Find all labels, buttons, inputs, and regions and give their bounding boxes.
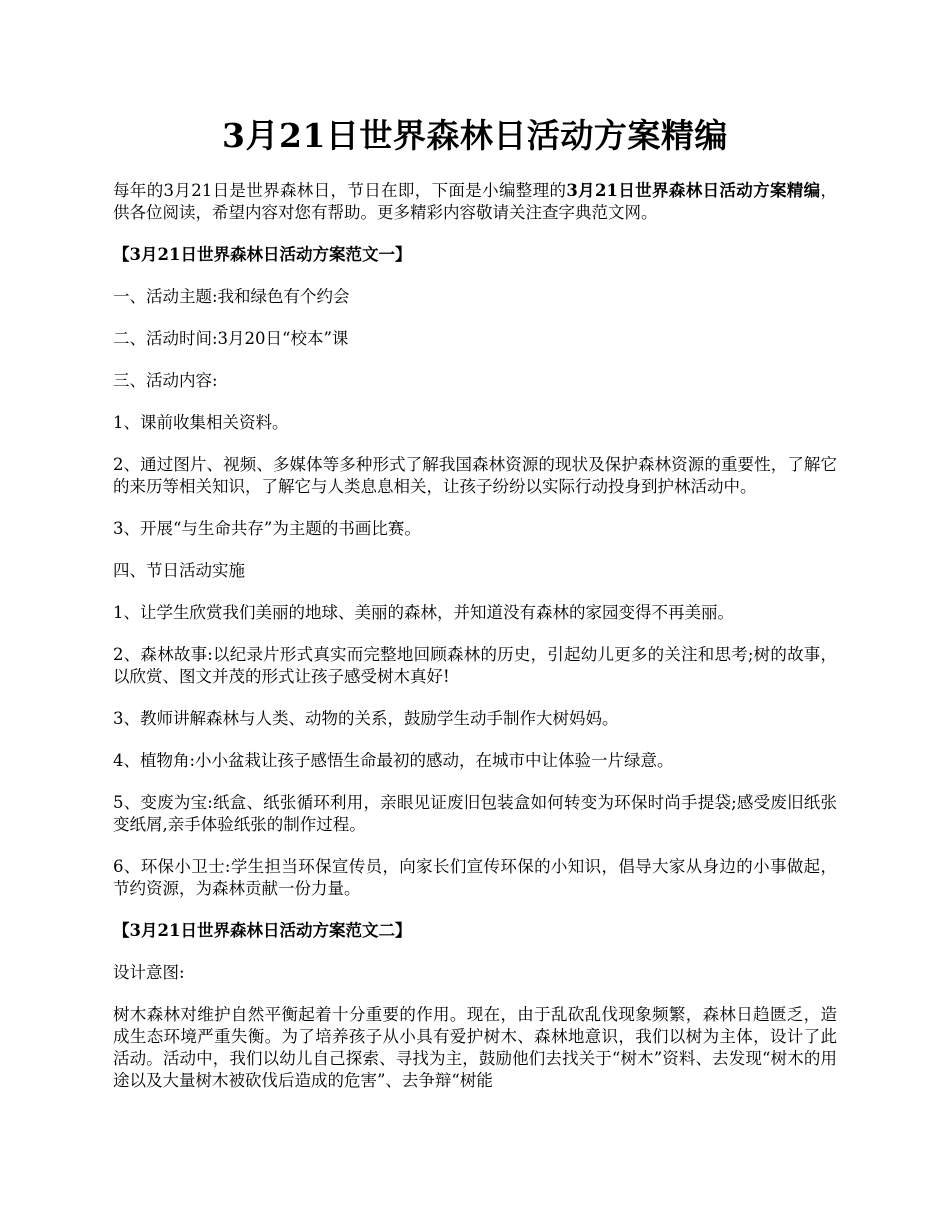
paragraph: 1、让学生欣赏我们美丽的地球、美丽的森林，并知道没有森林的家园变得不再美丽。 — [113, 603, 734, 622]
paragraph: 3、教师讲解森林与人类、动物的关系，鼓励学生动手制作大树妈妈。 — [113, 709, 619, 728]
section-heading-1: 【3月21日世界森林日活动方案范文一】 — [113, 245, 412, 264]
intro-text-end: ，供各位阅读，希望内容对您有帮助。更多精彩内容敬请关注查字典范文网。 — [113, 181, 837, 222]
paragraph: 2、通过图片、视频、多媒体等多种形式了解我国森林资源的现状及保护森林资源的重要性，了解它的来历等相关知识，了解它与人类息息相关，让孩子纷纷以实际行动投身到护林活动中。 — [113, 455, 837, 496]
paragraph: 树木森林对维护自然平衡起着十分重要的作用。现在，由于乱砍乱伐现象频繁，森林日趋匮乏，造成生态环境严重失衡。为了培养孩子从小具有爱护树木、森林地意识，我们以树为主体，设计了此活动。活动中，我们以幼儿自己探索、寻找为主，鼓励他们去找关于“树木”资料、去发现“树木的用途以及大量树木被砍伐后造成的危害”、去争辩“树能 — [113, 1005, 837, 1090]
paragraph: 四、节日活动实施 — [113, 561, 245, 580]
paragraph: 设计意图: — [113, 963, 185, 982]
document-body — [113, 180, 837, 1092]
section-heading-2: 【3月21日世界森林日活动方案范文二】 — [113, 921, 412, 940]
paragraph: 4、植物角:小小盆栽让孩子感悟生命最初的感动，在城市中让体验一片绿意。 — [113, 751, 674, 770]
intro-text-start: 每年的3月21日是世界森林日，节日在即，下面是小编整理的 — [113, 181, 567, 200]
paragraph: 三、活动内容: — [113, 371, 218, 390]
document-title: 3月21日世界森林日活动方案精编 — [222, 116, 728, 155]
paragraph: 一、活动主题:我和绿色有个约会 — [113, 287, 350, 306]
intro-bold-title: 3月21日世界森林日活动方案精编 — [566, 181, 821, 200]
paragraph: 2、森林故事:以纪录片形式真实而完整地回顾森林的历史，引起幼儿更多的关注和思考;树的故事，以欣赏、图文并茂的形式让孩子感受树木真好! — [113, 645, 837, 686]
intro-paragraph — [113, 180, 837, 224]
paragraph: 1、课前收集相关资料。 — [113, 413, 289, 432]
paragraph: 5、变废为宝:纸盒、纸张循环利用，亲眼见证废旧包装盒如何转变为环保时尚手提袋;感受废旧纸张变纸屑,亲手体验纸张的制作过程。 — [113, 793, 837, 834]
paragraph: 3、开展“与生命共存”为主题的书画比赛。 — [113, 519, 421, 538]
paragraph: 二、活动时间:3月20日“校本”课 — [113, 329, 349, 348]
paragraph: 6、环保小卫士:学生担当环保宣传员，向家长们宣传环保的小知识，倡导大家从身边的小事做起，节约资源，为森林贡献一份力量。 — [113, 857, 837, 898]
